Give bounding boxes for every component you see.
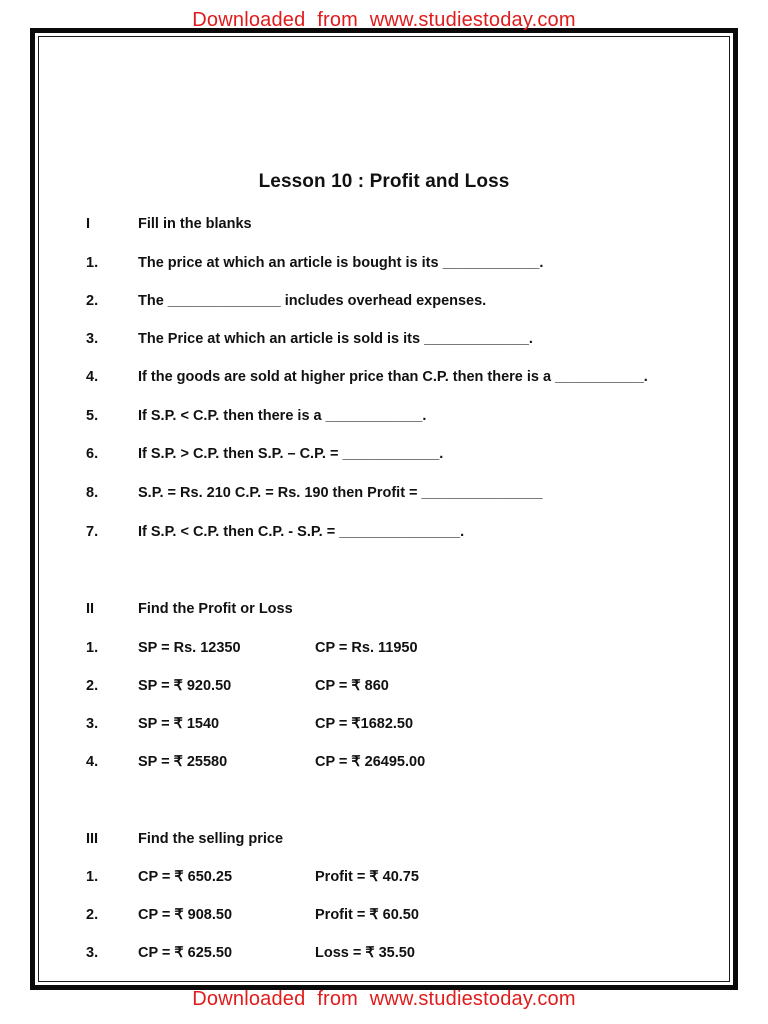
question-item: [86, 754, 425, 770]
value-right: CP = Rs. 11950: [315, 640, 418, 656]
value-left: SP = ₹ 25580: [138, 754, 228, 770]
value-left: CP = ₹ 650.25: [138, 869, 233, 885]
question-item: [86, 640, 418, 656]
section-title-2: Find the Profit or Loss: [138, 601, 293, 617]
question-item: [86, 408, 426, 424]
worksheet-content: [30, 28, 738, 990]
question-number: 1.: [86, 255, 99, 271]
question-item: [86, 869, 419, 885]
question-number: 1.: [86, 640, 99, 656]
question-number: 3.: [86, 331, 99, 347]
question-item: [86, 524, 464, 540]
question-number: 2.: [86, 293, 99, 309]
question-item: [86, 293, 486, 309]
question-number: 7.: [86, 524, 99, 540]
question-number: 8.: [86, 485, 99, 501]
value-left: SP = Rs. 12350: [138, 640, 241, 656]
watermark-bottom: Downloaded from www.studiestoday.com: [192, 988, 576, 1010]
section-heading-1: [86, 216, 252, 232]
question-number: 4.: [86, 754, 99, 770]
section-heading-3: [86, 831, 283, 847]
question-item: [86, 678, 389, 694]
question-text: S.P. = Rs. 210 C.P. = Rs. 190 then Profit = _______________: [138, 485, 543, 501]
question-text: The price at which an article is bought is its ____________.: [138, 255, 544, 271]
section-numeral-3: III: [86, 831, 99, 847]
question-text: If S.P. < C.P. then C.P. - S.P. = _______________.: [138, 524, 465, 540]
section-title-3: Find the selling price: [138, 831, 284, 847]
question-number: 2.: [86, 678, 99, 694]
question-item: [86, 716, 413, 732]
page-title: Lesson 10 : Profit and Loss: [258, 171, 510, 192]
value-right: CP = ₹1682.50: [315, 716, 414, 732]
value-right: CP = ₹ 26495.00: [315, 754, 426, 770]
section-heading-2: [86, 601, 293, 617]
question-text: If S.P. > C.P. then S.P. – C.P. = ____________.: [138, 446, 444, 462]
question-item: [86, 485, 543, 501]
section-numeral-2: II: [86, 601, 95, 617]
question-text: If the goods are sold at higher price than C.P. then there is a ___________.: [138, 369, 648, 385]
value-left: CP = ₹ 908.50: [138, 907, 233, 923]
question-text: The ______________ includes overhead expenses.: [138, 293, 487, 309]
question-item: [86, 255, 543, 271]
question-item: [86, 331, 533, 347]
question-text: If S.P. < C.P. then there is a ____________.: [138, 408, 427, 424]
watermark-top: Downloaded from www.studiestoday.com: [192, 9, 576, 31]
question-number: 2.: [86, 907, 99, 923]
question-number: 6.: [86, 446, 99, 462]
value-right: Loss = ₹ 35.50: [315, 945, 415, 961]
value-left: SP = ₹ 1540: [138, 716, 220, 732]
section-numeral-1: I: [86, 216, 91, 232]
question-number: 3.: [86, 945, 99, 961]
question-number: 5.: [86, 408, 99, 424]
question-item: [86, 369, 648, 385]
question-number: 1.: [86, 869, 99, 885]
question-text: The Price at which an article is sold is its _____________.: [138, 331, 533, 347]
value-right: Profit = ₹ 60.50: [315, 907, 419, 923]
question-item: [86, 446, 443, 462]
question-number: 4.: [86, 369, 99, 385]
value-right: CP = ₹ 860: [315, 678, 389, 694]
question-item: [86, 945, 415, 961]
section-title-1: Fill in the blanks: [138, 216, 252, 232]
value-left: SP = ₹ 920.50: [138, 678, 232, 694]
value-right: Profit = ₹ 40.75: [315, 869, 419, 885]
value-left: CP = ₹ 625.50: [138, 945, 233, 961]
question-number: 3.: [86, 716, 99, 732]
question-item: [86, 907, 419, 923]
